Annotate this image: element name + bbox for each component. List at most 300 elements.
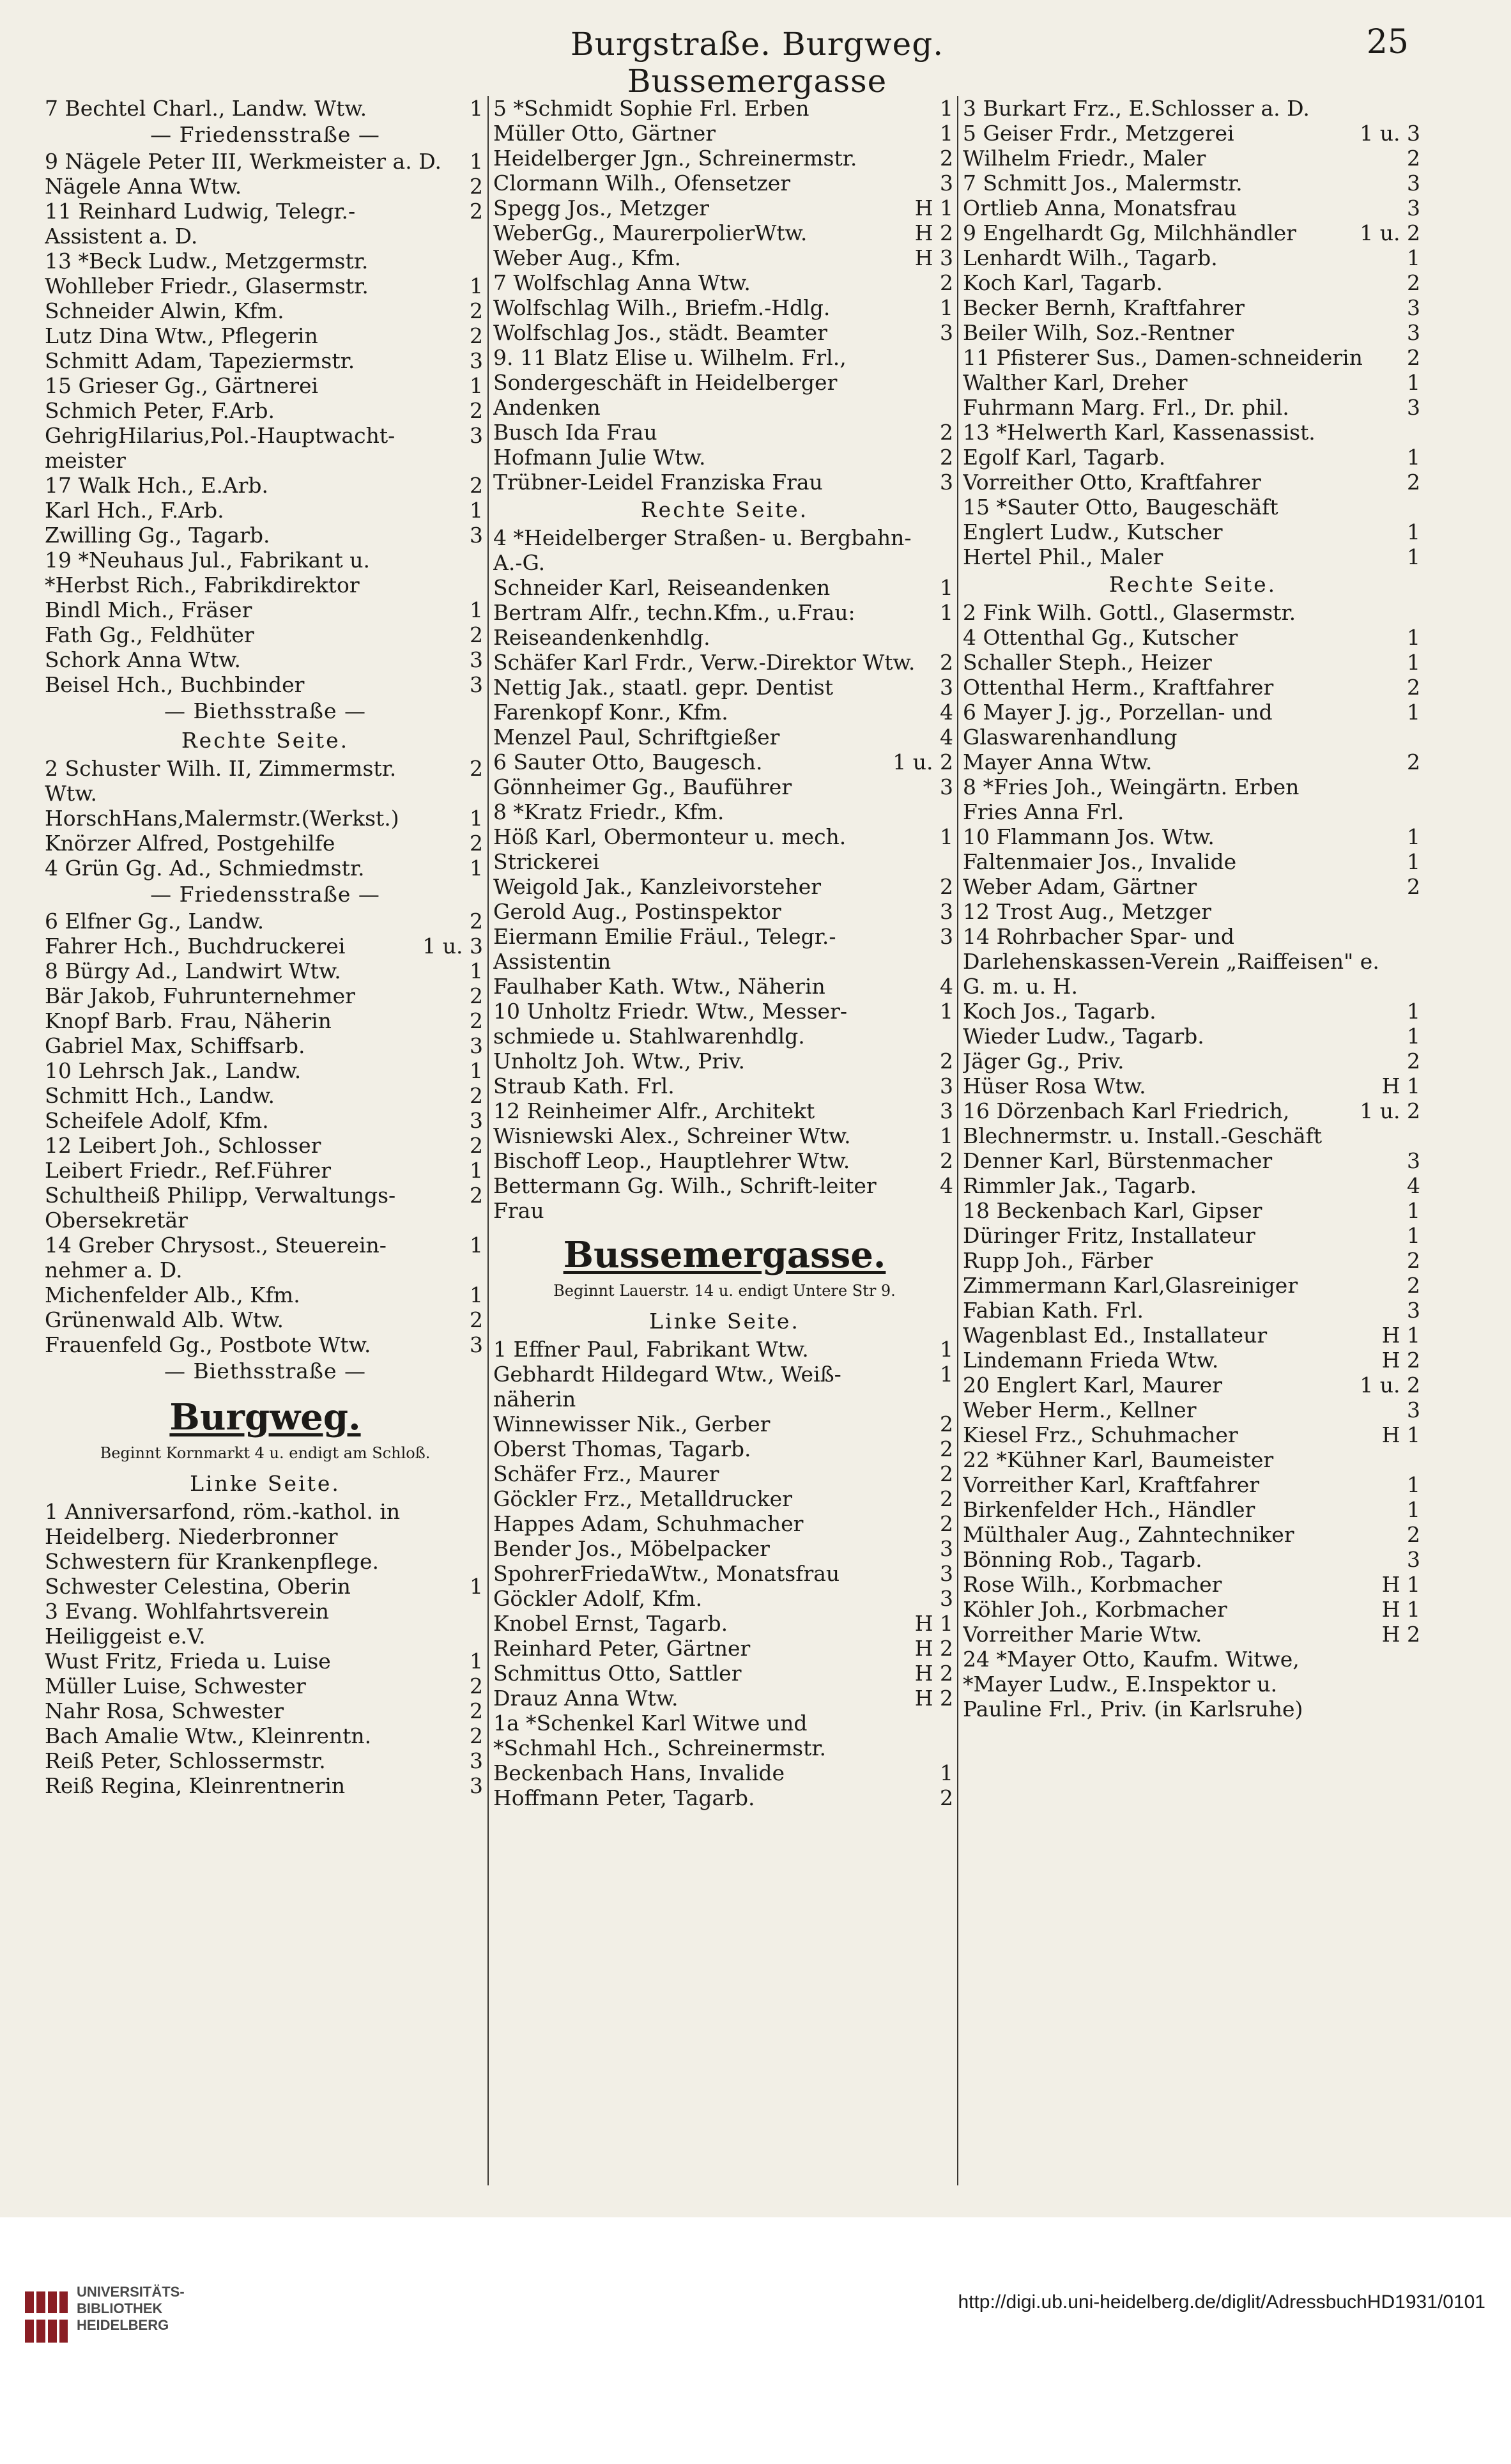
entry-floor: H 2 — [914, 1661, 953, 1686]
entry-text: Jäger Gg., Priv. — [963, 1049, 1124, 1074]
directory-entry — [45, 1773, 486, 1798]
entry-floor: 2 — [1407, 1248, 1420, 1273]
column-divider — [957, 96, 958, 2185]
entry-text: Schultheiß Philipp, Verwaltungs-Obersekretär — [45, 1183, 396, 1233]
side-heading: Linke Seite. — [190, 1471, 341, 1496]
entry-text: 9. 11 Blatz Elise u. Wilhelm. Frl., Sondergeschäft in Heidelberger Andenken — [493, 345, 847, 420]
entry-text: Wust Fritz, Frieda u. Luise — [45, 1649, 331, 1674]
entry-text: 10 Lehrsch Jak., Landw. — [45, 1058, 302, 1083]
directory-entry — [493, 420, 956, 445]
directory-entry — [963, 1049, 1423, 1074]
entry-floor: 1 — [470, 96, 483, 121]
entry-floor: 1 — [1407, 999, 1420, 1024]
directory-entry — [45, 174, 486, 199]
directory-entry — [45, 273, 486, 298]
entry-floor: 3 — [1407, 395, 1420, 420]
directory-entry — [45, 856, 486, 881]
directory-entry — [45, 1033, 486, 1058]
entry-floor: 1 — [470, 597, 483, 622]
street-heading: Burgweg. — [169, 1396, 361, 1438]
library-name — [77, 2284, 185, 2334]
entry-text: Rimmler Jak., Tagarb. — [963, 1173, 1197, 1198]
entry-floor: 2 — [470, 1307, 483, 1332]
entry-text: Bischoff Leop., Hauptlehrer Wtw. — [493, 1148, 850, 1173]
directory-entry — [493, 121, 956, 146]
entry-text: SpohrerFriedaWtw., Monatsfrau — [493, 1561, 840, 1586]
directory-entry — [963, 171, 1423, 196]
directory-entry — [963, 1323, 1423, 1348]
entry-floor: 1 — [1407, 1198, 1420, 1223]
directory-entry — [963, 270, 1423, 295]
entry-text: Bär Jakob, Fuhrunternehmer — [45, 983, 355, 1008]
entry-text: Knobel Ernst, Tagarb. — [493, 1611, 728, 1636]
entry-text: Michenfelder Alb., Kfm. — [45, 1282, 300, 1307]
entry-text: 20 Englert Karl, Maurer — [963, 1373, 1222, 1398]
directory-entry — [493, 1412, 956, 1436]
entry-text: Wagenblast Ed., Installateur — [963, 1323, 1268, 1348]
entry-text: Kiesel Frz., Schuhmacher — [963, 1422, 1238, 1447]
entry-floor: H 1 — [1381, 1422, 1420, 1447]
entry-text: 7 Bechtel Charl., Landw. Wtw. — [45, 96, 367, 121]
entry-text: Birkenfelder Hch., Händler — [963, 1497, 1255, 1522]
entry-floor: 2 — [1407, 146, 1420, 171]
directory-entry — [963, 1522, 1423, 1547]
directory-entry — [493, 1436, 956, 1461]
entry-floor: 1 — [940, 1362, 953, 1387]
directory-entry — [45, 806, 486, 831]
directory-entry — [963, 1273, 1423, 1298]
entry-text: Beiler Wilh, Soz.-Rentner — [963, 320, 1234, 345]
entry-text: Lindemann Frieda Wtw. — [963, 1348, 1219, 1373]
entry-text: Drauz Anna Wtw. — [493, 1686, 679, 1711]
entry-floor: 1 — [470, 1158, 483, 1183]
entry-text: Wolfschlag Jos., städt. Beamter — [493, 320, 827, 345]
directory-entry — [45, 1133, 486, 1158]
entry-floor: 3 — [470, 348, 483, 373]
directory-entry — [963, 1298, 1423, 1323]
entry-floor: 1 — [470, 149, 483, 174]
entry-text: 13 *Helwerth Karl, Kassenassist. — [963, 420, 1315, 445]
entry-floor: H 2 — [1381, 1622, 1420, 1647]
directory-entry — [493, 525, 956, 575]
entry-text: Düringer Fritz, Installateur — [963, 1223, 1255, 1248]
entry-text: Clormann Wilh., Ofensetzer — [493, 171, 791, 196]
directory-entry — [493, 774, 956, 799]
directory-entry — [45, 96, 486, 121]
entry-floor: 1 — [1407, 520, 1420, 544]
entry-text: Göckler Frz., Metalldrucker — [493, 1486, 792, 1511]
directory-entry — [963, 495, 1423, 520]
street-description: Beginnt Lauerstr. 14 u. endigt Untere Str 9. — [553, 1282, 896, 1300]
directory-entry — [963, 1697, 1423, 1721]
directory-entry — [963, 146, 1423, 171]
directory-entry — [963, 999, 1423, 1024]
entry-text: 5 *Schmidt Sophie Frl. Erben — [493, 96, 809, 121]
directory-entry — [963, 824, 1423, 849]
directory-entry — [493, 470, 956, 495]
directory-entry — [45, 934, 486, 959]
directory-entry — [493, 1362, 956, 1412]
entry-text: Müller Otto, Gärtner — [493, 121, 716, 146]
directory-entry — [963, 1074, 1423, 1098]
entry-floor: 1 — [470, 1282, 483, 1307]
street-heading: Bussemergasse. — [563, 1234, 886, 1276]
directory-entry — [963, 1547, 1423, 1572]
entry-text: Fahrer Hch., Buchdruckerei — [45, 934, 346, 959]
entry-text: 3 Burkart Frz., E.Schlosser a. D. — [963, 96, 1310, 121]
directory-entry — [493, 245, 956, 270]
entry-text: Schäfer Frz., Maurer — [493, 1461, 719, 1486]
entry-text: Menzel Paul, Schriftgießer — [493, 725, 780, 750]
entry-text: 19 *Neuhaus Jul., Fabrikant u. — [45, 548, 370, 573]
entry-text: Schmittus Otto, Sattler — [493, 1661, 742, 1686]
entry-text: Schäfer Karl Frdr., Verw.-Direktor Wtw. — [493, 650, 916, 675]
entry-text: 2 Schuster Wilh. II, Zimmermstr. Wtw. — [45, 756, 397, 806]
directory-entry — [45, 1183, 486, 1233]
entry-text: 8 *Fries Joh., Weingärtn. Erben — [963, 774, 1300, 799]
entry-floor: 1 — [940, 999, 953, 1024]
directory-entry — [493, 799, 956, 824]
entry-floor: 2 — [470, 473, 483, 498]
entry-floor: 2 — [470, 1133, 483, 1158]
directory-entry — [45, 323, 486, 348]
library-name-line: HEIDELBERG — [77, 2317, 169, 2333]
entry-text: 1a *Schenkel Karl Witwe und — [493, 1711, 808, 1736]
entry-text: Reiß Peter, Schlossermstr. — [45, 1748, 326, 1773]
entry-text: HorschHans,Malermstr.(Werkst.) — [45, 806, 399, 831]
entry-text: 15 *Sauter Otto, Baugeschäft — [963, 495, 1278, 520]
entry-floor: H 1 — [1381, 1323, 1420, 1348]
directory-entry — [963, 625, 1423, 650]
directory-entry — [493, 1486, 956, 1511]
directory-entry — [45, 831, 486, 856]
directory-entry — [45, 1698, 486, 1723]
footer-bar — [0, 2217, 1511, 2464]
directory-entry — [493, 700, 956, 725]
entry-text: 5 Geiser Frdr., Metzgerei — [963, 121, 1234, 146]
directory-entry — [493, 1561, 956, 1586]
directory-entry — [963, 1348, 1423, 1373]
entry-text: Bertram Alfr., techn.Kfm., u.Frau: Reiseandenkenhdlg. — [493, 600, 855, 650]
entry-text: *Mayer Ludw., E.Inspektor u. — [963, 1672, 1278, 1697]
directory-entry — [45, 1649, 486, 1674]
entry-text: Walther Karl, Dreher — [963, 370, 1188, 395]
entry-floor: 3 — [1407, 320, 1420, 345]
directory-entry — [963, 1422, 1423, 1447]
library-name-line: BIBLIOTHEK — [77, 2300, 163, 2316]
entry-text: Hertel Phil., Maler — [963, 544, 1163, 569]
entry-text: Vorreither Karl, Kraftfahrer — [963, 1472, 1260, 1497]
directory-entry — [45, 373, 486, 398]
library-name-line: UNIVERSITÄTS- — [77, 2284, 185, 2300]
entry-floor: H 2 — [914, 1686, 953, 1711]
entry-floor: 4 — [940, 1173, 953, 1198]
entry-floor: H 1 — [914, 1611, 953, 1636]
directory-entry — [963, 196, 1423, 220]
entry-text: *Schmahl Hch., Schreinermstr. — [493, 1736, 826, 1760]
directory-entry — [45, 398, 486, 423]
entry-floor: 2 — [1407, 675, 1420, 700]
directory-entry — [45, 298, 486, 323]
directory-entry — [493, 650, 956, 675]
entry-floor: 2 — [1407, 470, 1420, 495]
directory-entry — [493, 1661, 956, 1686]
entry-text: Köhler Joh., Korbmacher — [963, 1597, 1227, 1622]
entry-floor: 3 — [1407, 1298, 1420, 1323]
directory-entry — [963, 345, 1423, 370]
entry-floor: 1 — [470, 1058, 483, 1083]
entry-floor: 1 — [1407, 1223, 1420, 1248]
entry-floor: 1 — [1407, 849, 1420, 874]
directory-entry — [493, 295, 956, 320]
entry-floor: H 2 — [1381, 1348, 1420, 1373]
directory-entry — [493, 1511, 956, 1536]
directory-entry — [493, 320, 956, 345]
directory-entry — [963, 1148, 1423, 1173]
entry-text: Gabriel Max, Schiffsarb. — [45, 1033, 305, 1058]
entry-text: 9 Nägele Peter III, Werkmeister a. D. — [45, 149, 441, 174]
directory-entry — [963, 1672, 1423, 1697]
entry-floor: 1 — [940, 121, 953, 146]
entry-floor: 2 — [940, 1148, 953, 1173]
directory-entry — [493, 1173, 956, 1223]
directory-entry — [493, 1586, 956, 1611]
cross-street-label: — Friedensstraße — — [150, 882, 380, 907]
entry-floor: 3 — [1407, 1547, 1420, 1572]
entry-text: Busch Ida Frau — [493, 420, 657, 445]
entry-floor: 4 — [940, 700, 953, 725]
directory-entry — [493, 345, 956, 420]
entry-floor: 1 — [470, 1233, 483, 1258]
entry-text: Nettig Jak., staatl. gepr. Dentist — [493, 675, 833, 700]
entry-floor: 1 u. 3 — [422, 934, 483, 959]
entry-text: Zwilling Gg., Tagarb. — [45, 523, 270, 548]
entry-floor: 2 — [940, 1486, 953, 1511]
entry-text: Scheifele Adolf, Kfm. — [45, 1108, 269, 1133]
directory-entry — [45, 498, 486, 523]
entry-floor: 2 — [940, 270, 953, 295]
directory-entry — [45, 597, 486, 622]
directory-entry — [45, 1574, 486, 1599]
entry-floor: 2 — [470, 1008, 483, 1033]
entry-floor: 2 — [1407, 1049, 1420, 1074]
entry-floor: 2 — [1407, 270, 1420, 295]
entry-floor: 3 — [940, 171, 953, 196]
directory-entry — [963, 774, 1423, 799]
entry-text: Beisel Hch., Buchbinder — [45, 672, 305, 697]
entry-floor: 2 — [940, 650, 953, 675]
entry-floor: H 2 — [914, 220, 953, 245]
entry-floor: 1 u. 2 — [1360, 1098, 1420, 1123]
entry-text: Höß Karl, Obermonteur u. mech. Strickerei — [493, 824, 847, 874]
side-heading: Linke Seite. — [649, 1309, 800, 1334]
entry-text: Spegg Jos., Metzger — [493, 196, 709, 220]
directory-entry — [963, 1597, 1423, 1622]
entry-text: Fabian Kath. Frl. — [963, 1298, 1144, 1323]
entry-text: 13 *Beck Ludw., Metzgermstr. — [45, 249, 369, 273]
entry-floor: 1 — [470, 959, 483, 983]
entry-text: GehrigHilarius,Pol.-Hauptwacht-meister — [45, 423, 395, 473]
directory-entry — [493, 924, 956, 974]
entry-floor: 2 — [470, 174, 483, 199]
entry-text: Schwester Celestina, Oberin — [45, 1574, 351, 1599]
entry-text: 2 Fink Wilh. Gottl., Glasermstr. — [963, 600, 1296, 625]
entry-text: Schneider Alwin, Kfm. — [45, 298, 284, 323]
directory-entry — [45, 1748, 486, 1773]
cross-street-label: — Biethsstraße — — [164, 1359, 366, 1383]
entry-floor: 1 — [1407, 625, 1420, 650]
entry-floor: H 1 — [1381, 1074, 1420, 1098]
entry-text: 16 Dörzenbach Karl Friedrich, Blechnermstr. u. Install.-Geschäft — [963, 1098, 1323, 1148]
entry-floor: 2 — [470, 298, 483, 323]
entry-text: Mayer Anna Wtw. — [963, 750, 1153, 774]
entry-text: Ottenthal Herm., Kraftfahrer — [963, 675, 1274, 700]
entry-floor: 2 — [940, 1436, 953, 1461]
directory-entry — [493, 1736, 956, 1760]
directory-entry — [963, 1024, 1423, 1049]
directory-entry — [963, 750, 1423, 774]
entry-text: Hüser Rosa Wtw. — [963, 1074, 1146, 1098]
entry-text: 22 *Kühner Karl, Baumeister — [963, 1447, 1274, 1472]
entry-floor: 3 — [1407, 171, 1420, 196]
directory-entry — [963, 650, 1423, 675]
entry-text: Faulhaber Kath. Wtw., Näherin — [493, 974, 825, 999]
directory-entry — [45, 473, 486, 498]
entry-floor: 1 — [1407, 1472, 1420, 1497]
directory-entry — [45, 423, 486, 473]
directory-entry — [45, 756, 486, 806]
entry-floor: 2 — [940, 1049, 953, 1074]
entry-floor: 1 — [1407, 370, 1420, 395]
directory-entry — [493, 1123, 956, 1148]
entry-text: Knörzer Alfred, Postgehilfe — [45, 831, 335, 856]
entry-text: Grünenwald Alb. Wtw. — [45, 1307, 284, 1332]
entry-text: Fries Anna Frl. — [963, 799, 1124, 824]
entry-text: 12 Trost Aug., Metzger — [963, 899, 1211, 924]
entry-text: Weber Adam, Gärtner — [963, 874, 1197, 899]
directory-entry — [45, 1282, 486, 1307]
directory-entry — [963, 544, 1423, 569]
entry-text: Oberst Thomas, Tagarb. — [493, 1436, 751, 1461]
directory-entry — [493, 1098, 956, 1123]
directory-entry — [493, 1785, 956, 1810]
directory-entry — [45, 622, 486, 647]
entry-text: Fuhrmann Marg. Frl., Dr. phil. — [963, 395, 1289, 420]
directory-entry — [963, 924, 1423, 999]
directory-entry — [963, 1497, 1423, 1522]
entry-floor: 1 — [470, 273, 483, 298]
directory-entry — [963, 470, 1423, 495]
entry-floor: 3 — [940, 1536, 953, 1561]
entry-floor: 2 — [470, 398, 483, 423]
entry-floor: 2 — [940, 1785, 953, 1810]
entry-floor: 1 — [940, 1337, 953, 1362]
entry-floor: 1 — [940, 824, 953, 849]
entry-text: Wieder Ludw., Tagarb. — [963, 1024, 1204, 1049]
entry-floor: 4 — [940, 725, 953, 750]
directory-entry — [963, 245, 1423, 270]
entry-text: Bettermann Gg. Wilh., Schrift-leiter Frau — [493, 1173, 877, 1223]
entry-text: 11 Pfisterer Sus., Damen-schneiderin — [963, 345, 1363, 370]
directory-entry — [493, 974, 956, 999]
entry-floor: 2 — [940, 1511, 953, 1536]
entry-floor: 1 — [1407, 445, 1420, 470]
entry-floor: 2 — [940, 420, 953, 445]
entry-text: Straub Kath. Frl. — [493, 1074, 675, 1098]
entry-floor: 3 — [940, 924, 953, 949]
entry-floor: 1 — [940, 600, 953, 625]
directory-entry — [493, 1686, 956, 1711]
directory-entry — [493, 96, 956, 121]
directory-entry — [963, 370, 1423, 395]
entry-floor: 1 — [1407, 1024, 1420, 1049]
directory-entry — [963, 600, 1423, 625]
entry-floor: 2 — [1407, 1273, 1420, 1298]
directory-entry — [493, 1074, 956, 1098]
column-divider — [487, 96, 489, 2185]
entry-floor: 2 — [470, 756, 483, 781]
entry-text: Mülthaler Aug., Zahntechniker — [963, 1522, 1294, 1547]
entry-text: Schork Anna Wtw. — [45, 647, 241, 672]
entry-text: Gönnheimer Gg., Bauführer — [493, 774, 792, 799]
directory-entry — [963, 1647, 1423, 1672]
entry-floor: 3 — [470, 1332, 483, 1357]
page-title: Burgstraße. Burgweg. Bussemergasse — [570, 26, 944, 100]
directory-entry — [45, 1158, 486, 1183]
entry-floor: H 1 — [914, 196, 953, 220]
street-description: Beginnt Kornmarkt 4 u. endigt am Schloß. — [100, 1444, 431, 1462]
entry-floor: 1 — [470, 856, 483, 881]
entry-text: Nahr Rosa, Schwester — [45, 1698, 284, 1723]
entry-text: 4 Grün Gg. Ad., Schmiedmstr. — [45, 856, 365, 881]
directory-entry — [963, 320, 1423, 345]
directory-entry — [963, 1398, 1423, 1422]
entry-floor: 3 — [940, 1098, 953, 1123]
entry-text: Englert Ludw., Kutscher — [963, 520, 1223, 544]
entry-floor: 3 — [940, 675, 953, 700]
directory-entry — [45, 647, 486, 672]
directory-entry — [45, 1332, 486, 1357]
directory-entry — [493, 575, 956, 600]
entry-floor: 1 — [940, 295, 953, 320]
directory-entry — [493, 270, 956, 295]
entry-text: 14 Rohrbacher Spar- und Darlehenskassen-Verein „Raiffeisen" e. G. m. u. H. — [963, 924, 1379, 999]
entry-floor: 1 u. 2 — [1360, 220, 1420, 245]
entry-text: 9 Engelhardt Gg, Milchhändler — [963, 220, 1296, 245]
entry-floor: 1 — [1407, 650, 1420, 675]
entry-text: Wisniewski Alex., Schreiner Wtw. — [493, 1123, 851, 1148]
entry-floor: 3 — [1407, 1398, 1420, 1422]
entry-floor: 3 — [470, 672, 483, 697]
entry-floor: 2 — [470, 199, 483, 224]
entry-floor: 3 — [940, 1586, 953, 1611]
directory-entry — [963, 799, 1423, 824]
entry-text: 18 Beckenbach Karl, Gipser — [963, 1198, 1262, 1223]
entry-text: Beckenbach Hans, Invalide — [493, 1760, 785, 1785]
entry-floor: 4 — [1407, 1173, 1420, 1198]
entry-floor: 3 — [470, 1748, 483, 1773]
entry-floor: 3 — [940, 320, 953, 345]
entry-text: 24 *Mayer Otto, Kaufm. Witwe, — [963, 1647, 1300, 1672]
entry-floor: 3 — [470, 1033, 483, 1058]
entry-floor: 1 — [940, 575, 953, 600]
directory-entry — [963, 1572, 1423, 1597]
directory-entry — [493, 220, 956, 245]
source-url-link[interactable]: http://digi.ub.uni-heidelberg.de/diglit/AdressbuchHD1931/0101 — [958, 2291, 1485, 2313]
entry-text: Pauline Frl., Priv. (in Karlsruhe) — [963, 1697, 1303, 1721]
entry-floor: 2 — [470, 323, 483, 348]
directory-entry — [493, 1049, 956, 1074]
